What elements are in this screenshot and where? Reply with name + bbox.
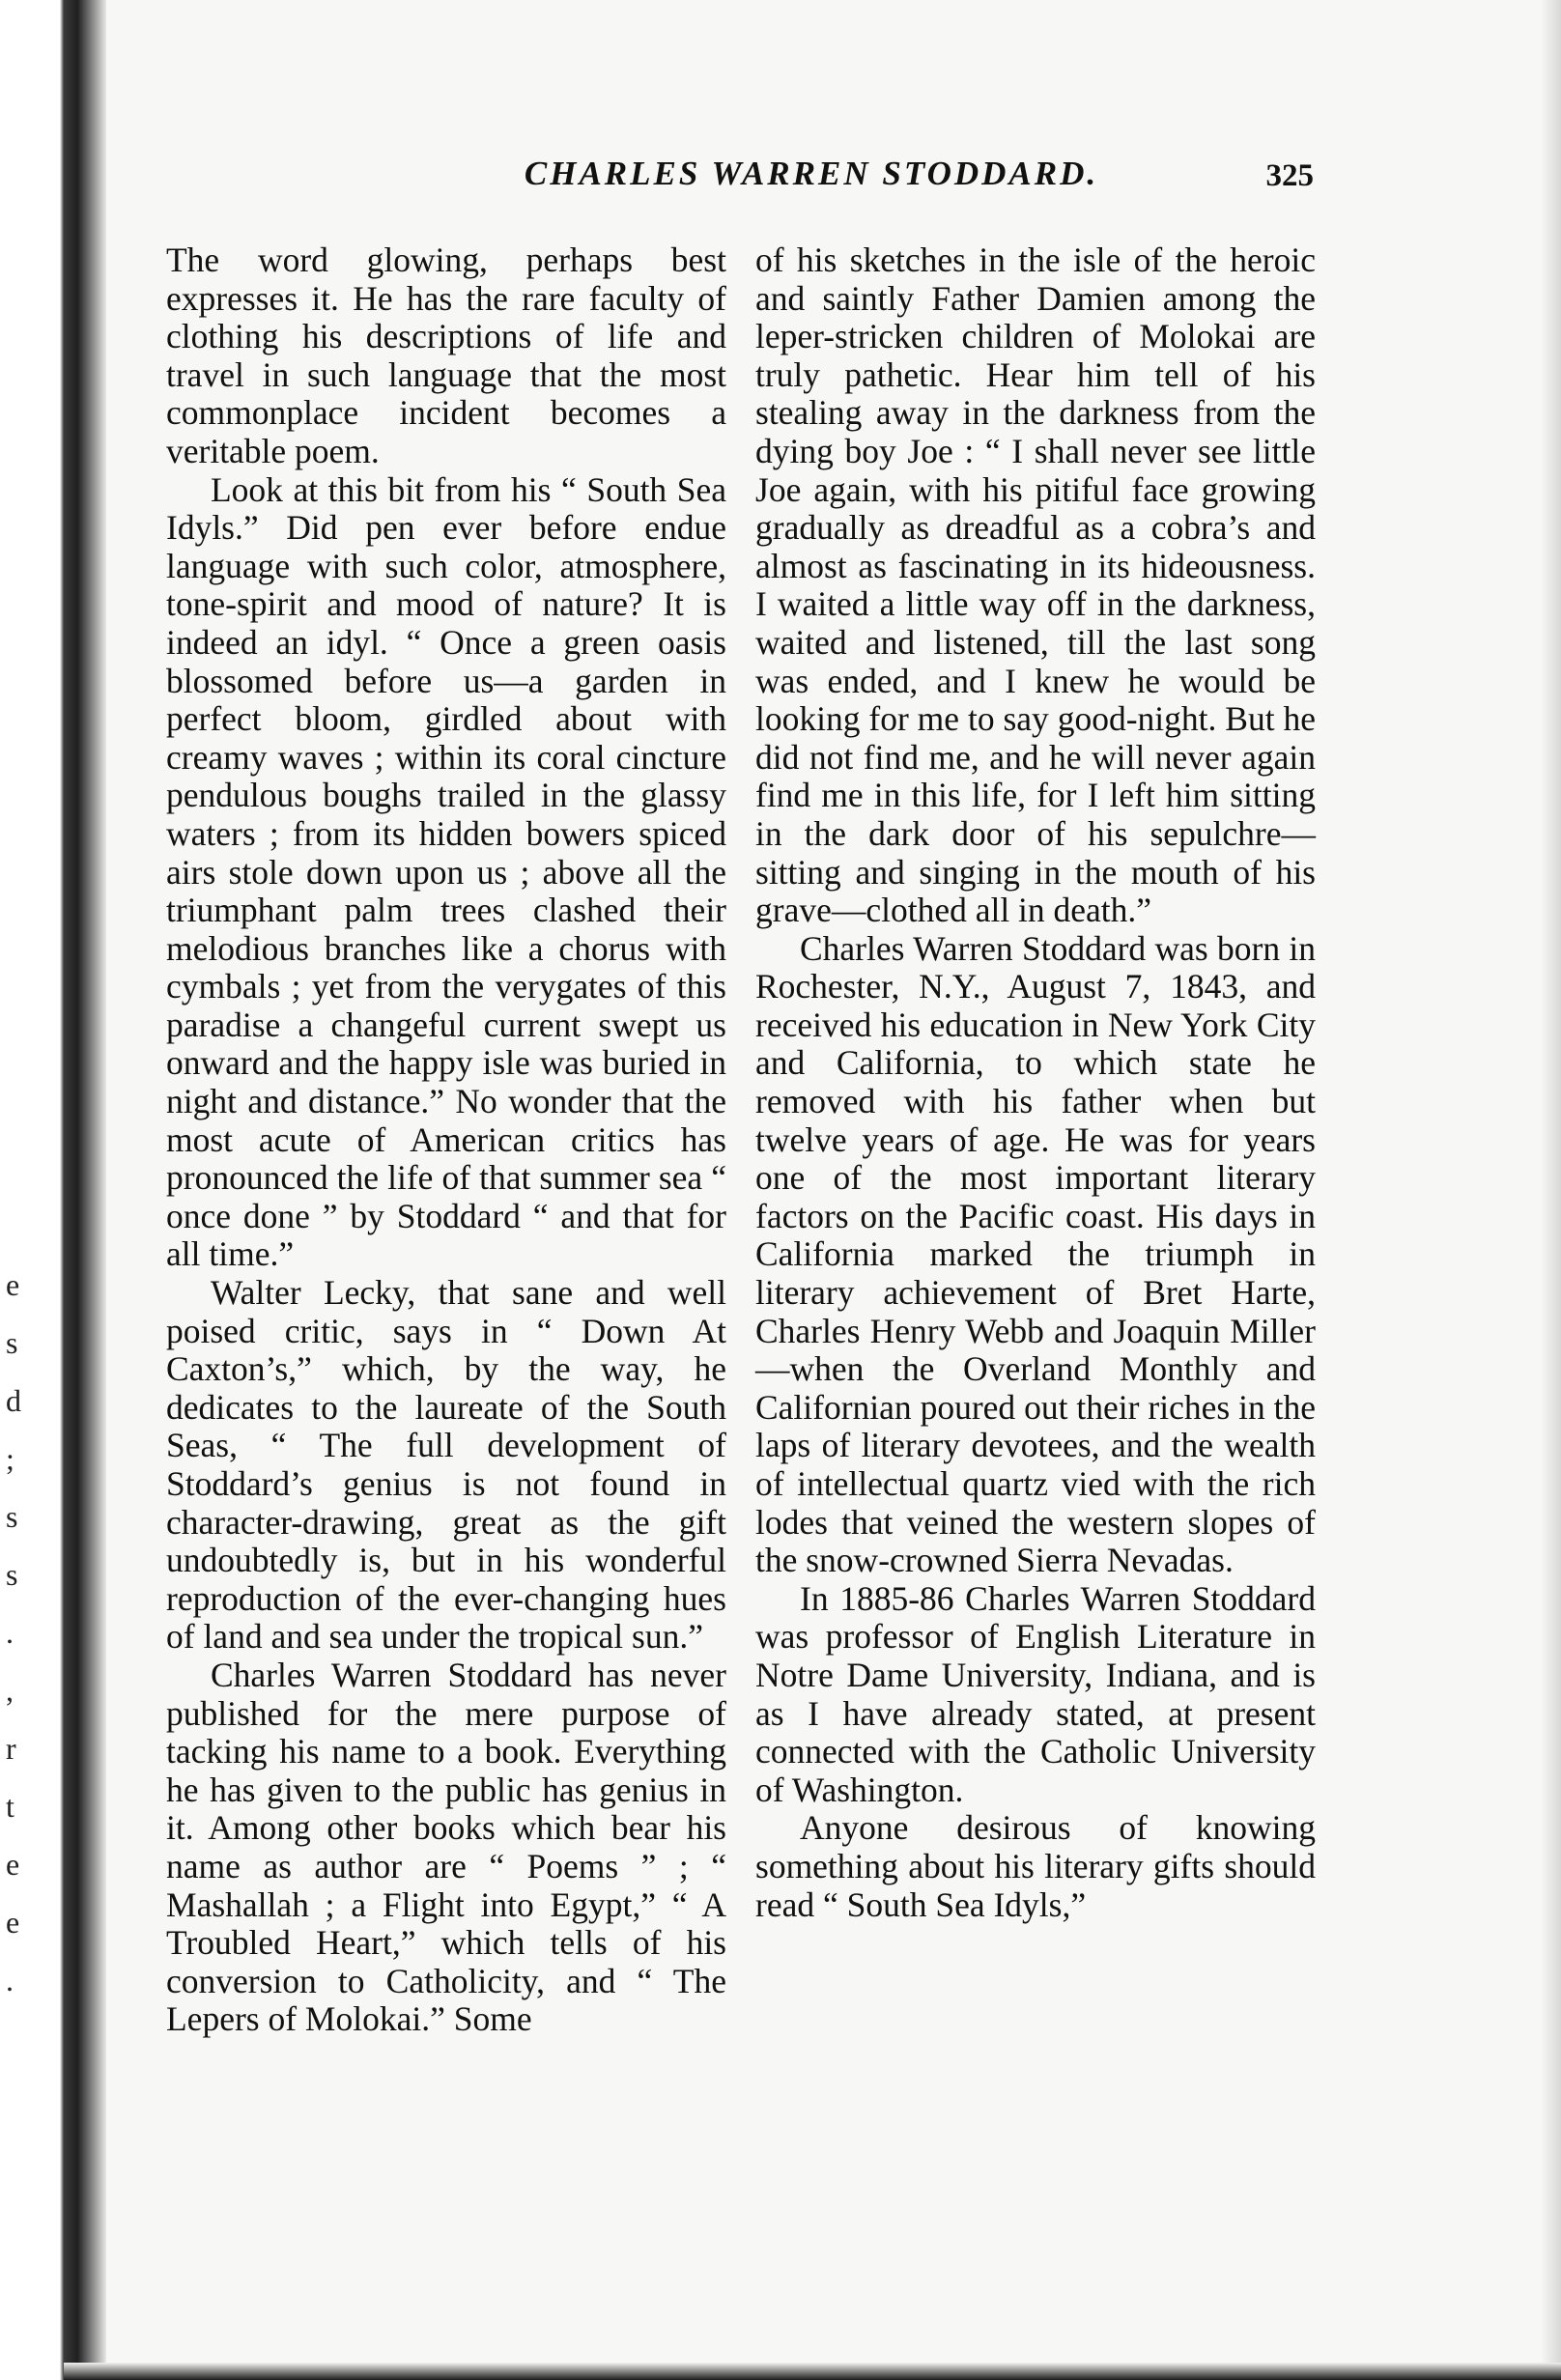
running-title: CHARLES WARREN STODDARD. <box>524 155 1099 192</box>
page-number: 325 <box>1265 158 1314 193</box>
paragraph: Charles Warren Stoddard was born in Rochester, N.Y., August 7, 1843, and received his education in New York City and California, to which state he removed with his father when but twelve years of age. He was for years one of the most important literary factors on the Pacific coast. His days in California marked the triumph in literary achievement of Bret Harte, Charles Henry Webb and Joaquin Miller—when the Overland Monthly and Californian poured out their riches in the laps of literary devotees, and the wealth of intellectual quartz vied with the rich lodes that veined the western slopes of the snow-crowned Sierra Nevadas. <box>755 928 1316 1580</box>
right-column <box>755 241 1316 1924</box>
gutter-bleed-marks: e s d ; s s . , r t e e . <box>6 1267 21 1998</box>
paragraph: Look at this bit from his “ South Sea Idyls.” Did pen ever before endue language with such color, atmosphere, tone-spirit and mood of nature? It is indeed an idyl. “ Once a green oasis blossomed before us—a garden in perfect bloom, girdled about with creamy waves ; within its coral cincture pendulous boughs trailed in the glassy waters ; from its hidden bowers spiced airs stole down upon us ; above all the triumphant palm trees clashed their melodious branches like a chorus with cymbals ; yet from the verygates of this paradise a changeful current swept us onward and the happy isle was buried in night and distance.” No wonder that the most acute of American critics has pronounced the life of that summer sea “ once done ” by Stoddard “ and that for all time.” <box>166 469 726 1274</box>
paragraph: Charles Warren Stoddard has never published for the mere purpose of tacking his name to a book. Everything he has given to the public has genius in it. Among other books which bear his name as author are “ Poems ” ; “ Mashallah ; a Flight into Egypt,” “ A Troubled Heart,” which tells of his conversion to Catholicity, and “ The Lepers of Molokai.” Some <box>166 1655 726 2039</box>
page-bottom-edge <box>64 2363 1561 2380</box>
paragraph: In 1885-86 Charles Warren Stoddard was professor of English Literature in Notre Dame University, Indiana, and is as I have already stated, at present connected with the Catholic University of Washington. <box>755 1578 1316 1809</box>
paragraph: The word glowing, perhaps best expresses it. He has the rare faculty of clothing his descriptions of life and travel in such language that the most commonplace incident becomes a veritable poem. <box>166 241 726 470</box>
book-spine-shadow <box>0 0 106 2380</box>
left-column <box>166 241 726 2039</box>
page-header <box>155 155 1314 212</box>
page-right-edge <box>1542 0 1561 2380</box>
paragraph: of his sketches in the isle of the heroic and saintly Father Damien among the leper-stricken children of Molokai are truly pathetic. Hear him tell of his stealing away in the darkness from the dying boy Joe : “ I shall never see little Joe again, with his pitiful face growing gradually as dreadful as a cobra’s and almost as fascinating in its hideousness. I waited a little way off in the darkness, waited and listened, till the last song was ended, and I knew he would be looking for me to say good-night. But he did not find me, and he will never again find me in this life, for I left him sitting in the dark door of his sepulchre—sitting and singing in the mouth of his grave—clothed all in death.” <box>755 241 1316 930</box>
paragraph: Anyone desirous of knowing something about his literary gifts should read “ South Sea Idyls,” <box>755 1808 1316 1924</box>
paragraph: Walter Lecky, that sane and well poised critic, says in “ Down At Caxton’s,” which, by the way, he dedicates to the laureate of the South Seas, “ The full development of Stoddard’s genius is not found in character-drawing, great as the gift undoubtedly is, but in his wonderful reproduction of the ever-changing hues of land and sea under the tropical sun.” <box>166 1273 726 1657</box>
